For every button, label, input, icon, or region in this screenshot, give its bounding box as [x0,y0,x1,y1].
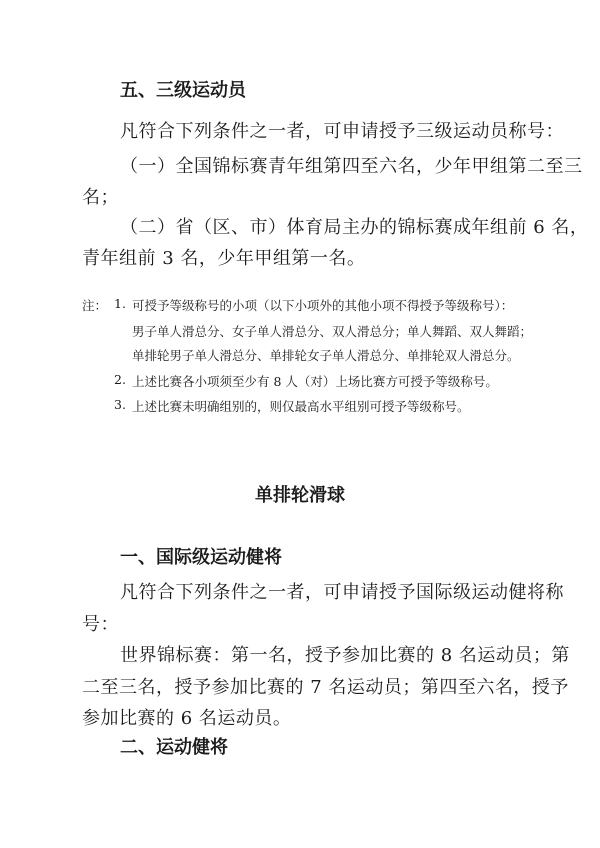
note-3-text: 上述比赛未明确组别的，则仅最高水平组别可授予等级称号。 [132,399,470,414]
notes-label: 注： [82,298,108,313]
item-2-line-2: 青年组前 3 名，少年甲组第一名。 [82,248,366,269]
world-championship-line-2: 二至三名，授予参加比赛的 7 名运动员；第四至六名，授予 [82,677,569,698]
sport-title: 单排轮滑球 [255,485,345,506]
international-intro-line-1: 凡符合下列条件之一者，可申请授予国际级运动健将称 [120,582,564,603]
item-1-line-2: 名； [82,187,119,208]
world-championship-line-1: 世界锦标赛：第一名，授予参加比赛的 8 名运动员；第 [120,645,570,666]
section-heading-master: 二、运动健将 [120,737,228,758]
note-1-number: 1. [114,296,126,311]
section-heading-level3: 五、三级运动员 [120,80,246,101]
world-championship-line-3: 参加比赛的 6 名运动员。 [82,708,292,729]
note-2-number: 2. [114,372,126,387]
section-heading-international: 一、国际级运动健将 [120,547,282,568]
item-2-line-1: （二）省（区、市）体育局主办的锦标赛成年组前 6 名， [120,217,589,238]
note-1-line-2: 男子单人滑总分、女子单人滑总分、双人滑总分；单人舞蹈、双人舞蹈； [132,324,533,339]
international-intro-line-2: 号： [82,614,119,635]
note-1-line-3: 单排轮男子单人滑总分、单排轮女子单人滑总分、单排轮双人滑总分。 [132,348,520,363]
item-1-line-1: （一）全国锦标赛青年组第四至六名，少年甲组第二至三 [120,156,583,177]
note-2-text: 上述比赛各小项须至少有 8 人（对）上场比赛方可授予等级称号。 [132,374,498,389]
section-intro: 凡符合下列条件之一者，可申请授予三级运动员称号： [120,121,564,142]
note-3-number: 3. [114,397,126,412]
note-1-line-1: 可授予等级称号的小项（以下小项外的其他小项不得授予等级称号）： [132,298,514,313]
